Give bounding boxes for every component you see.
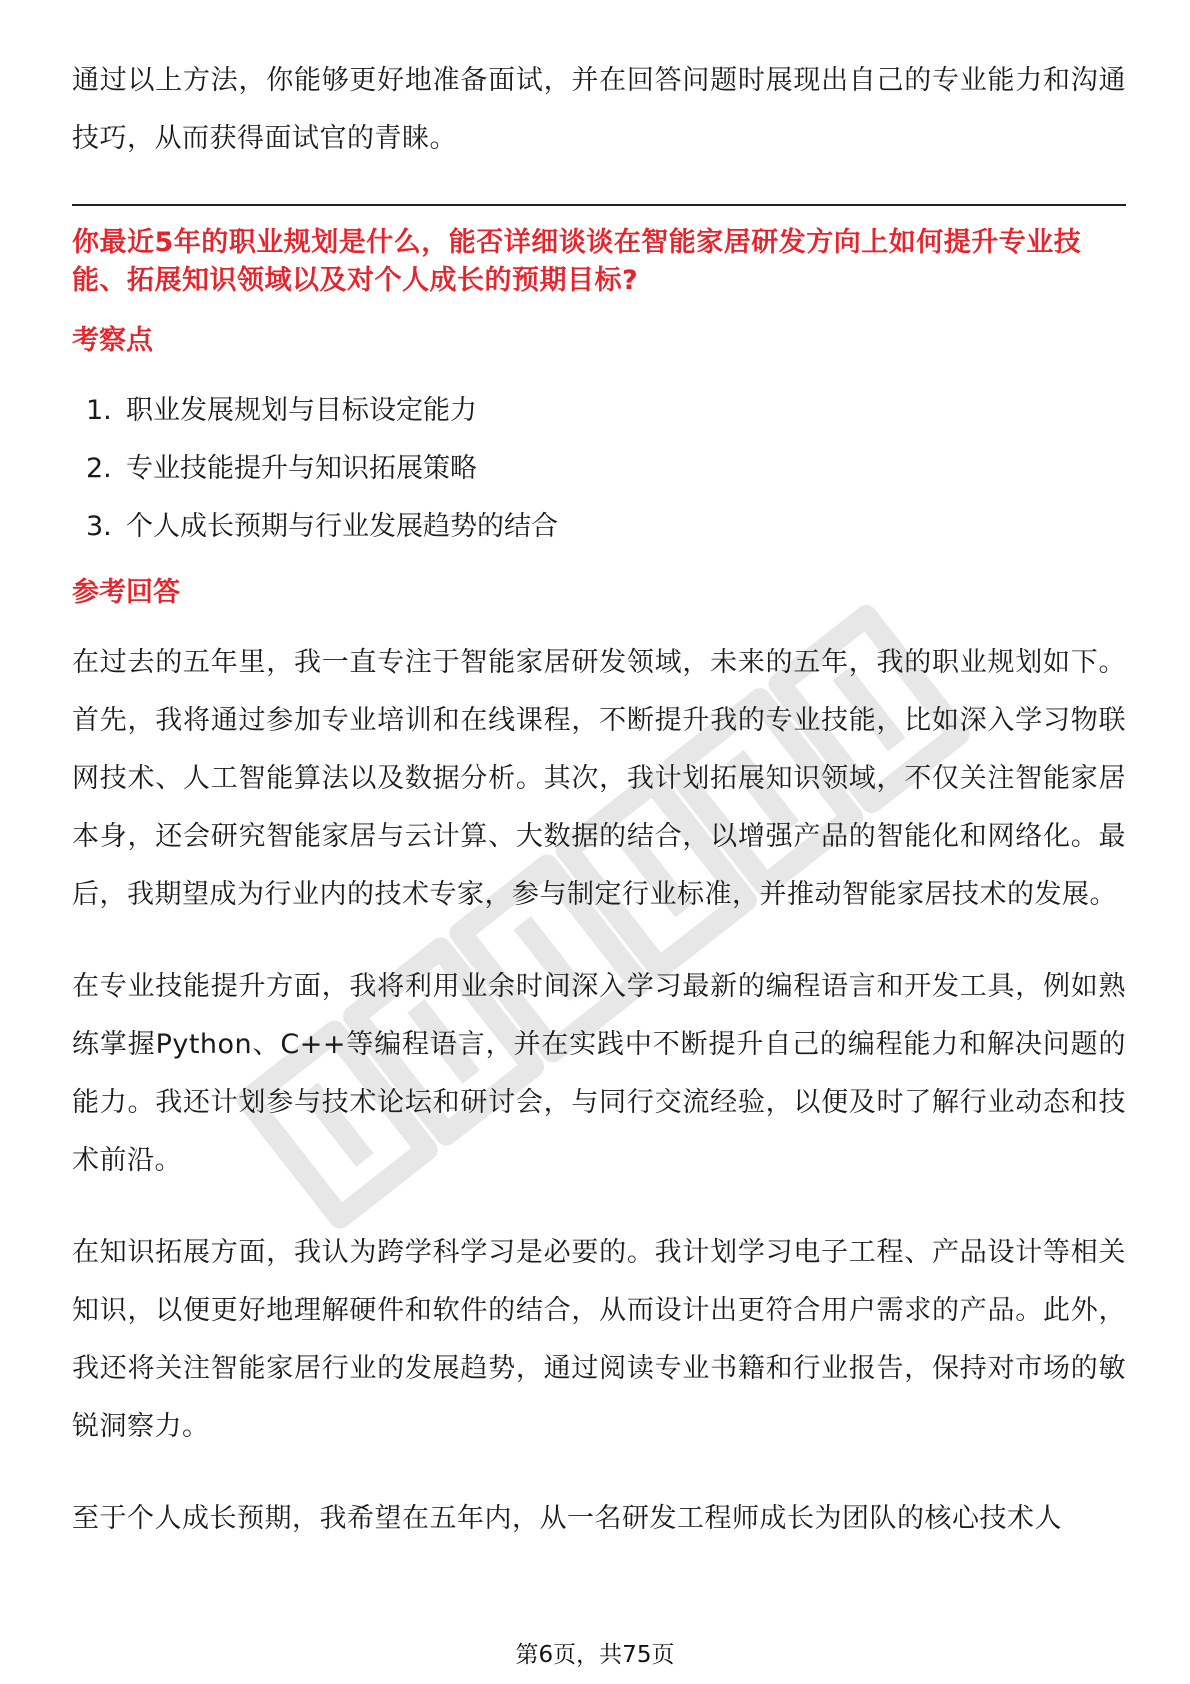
answer-paragraph: 在专业技能提升方面，我将利用业余时间深入学习最新的编程语言和开发工具，例如熟练掌握Python、C++等编程语言，并在实践中不断提升自己的编程能力和解决问题的能力。我还计划参与技术论坛和研讨会，与同行交流经验，以便及时了解行业动态和技术前沿。 — [72, 971, 1126, 1176]
list-item — [86, 498, 1126, 556]
section-divider — [72, 204, 1126, 206]
list-text: 个人成长预期与行业发展趋势的结合 — [126, 511, 558, 542]
assessment-list — [72, 382, 1126, 556]
list-number: 3. — [86, 511, 112, 542]
list-number: 2. — [86, 453, 112, 484]
list-text: 职业发展规划与目标设定能力 — [126, 395, 477, 426]
answer-paragraph: 在知识拓展方面，我认为跨学科学习是必要的。我计划学习电子工程、产品设计等相关知识，以便更好地理解硬件和软件的结合，从而设计出更符合用户需求的产品。此外，我还将关注智能家居行业的发展趋势，通过阅读专业书籍和行业报告，保持对市场的敏锐洞察力。 — [72, 1237, 1126, 1442]
answer-paragraph: 至于个人成长预期，我希望在五年内，从一名研发工程师成长为团队的核心技术人 — [72, 1503, 1062, 1534]
question-heading: 你最近5年的职业规划是什么，能否详细谈谈在智能家居研发方向上如何提升专业技能、拓展知识领域以及对个人成长的预期目标? — [72, 227, 1082, 296]
document-page — [72, 52, 1126, 1548]
list-text: 专业技能提升与知识拓展策略 — [126, 453, 477, 484]
page-number-footer: 第6页，共75页 — [515, 1642, 675, 1668]
answer-title: 参考回答 — [72, 577, 180, 608]
assessment-title: 考察点 — [72, 325, 153, 356]
list-number: 1. — [86, 395, 112, 426]
list-item — [86, 440, 1126, 498]
answer-paragraph: 在过去的五年里，我一直专注于智能家居研发领域，未来的五年，我的职业规划如下。首先，我将通过参加专业培训和在线课程，不断提升我的专业技能，比如深入学习物联网技术、人工智能算法以及数据分析。其次，我计划拓展知识领域，不仅关注智能家居本身，还会研究智能家居与云计算、大数据的结合，以增强产品的智能化和网络化。最后，我期望成为行业内的技术专家，参与制定行业标准，并推动智能家居技术的发展。 — [72, 647, 1126, 910]
list-item — [86, 382, 1126, 440]
intro-paragraph: 通过以上方法，你能够更好地准备面试，并在回答问题时展现出自己的专业能力和沟通技巧，从而获得面试官的青睐。 — [72, 65, 1126, 154]
